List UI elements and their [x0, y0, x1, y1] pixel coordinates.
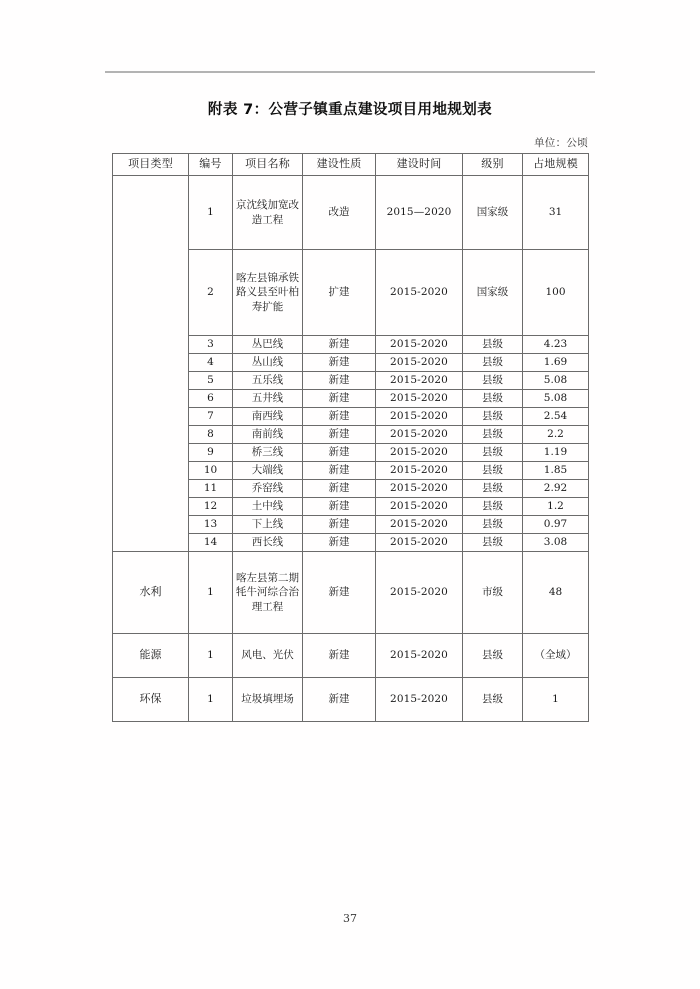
row-number: 1	[189, 678, 233, 722]
land-area: 4.23	[523, 336, 589, 354]
column-header-number: 编号	[189, 154, 233, 176]
land-area: 1.69	[523, 354, 589, 372]
row-number: 11	[189, 480, 233, 498]
project-name: 土中线	[233, 498, 303, 516]
group-type-cell: 环保	[113, 678, 189, 722]
project-level: 县级	[463, 498, 523, 516]
build-nature: 新建	[303, 678, 376, 722]
build-time: 2015-2020	[376, 444, 463, 462]
page-number: 37	[343, 912, 357, 925]
project-name: 下上线	[233, 516, 303, 534]
land-area: 2.54	[523, 408, 589, 426]
row-number: 3	[189, 336, 233, 354]
land-area: 1.19	[523, 444, 589, 462]
build-time: 2015—2020	[376, 176, 463, 250]
project-level: 县级	[463, 372, 523, 390]
project-level: 国家级	[463, 176, 523, 250]
land-area: 1.2	[523, 498, 589, 516]
project-level: 县级	[463, 462, 523, 480]
project-level: 县级	[463, 426, 523, 444]
build-nature: 改造	[303, 176, 376, 250]
build-nature: 新建	[303, 444, 376, 462]
project-level: 县级	[463, 354, 523, 372]
build-nature: 扩建	[303, 250, 376, 336]
construction-plan-table	[112, 153, 589, 722]
build-nature: 新建	[303, 534, 376, 552]
project-name: 五井线	[233, 390, 303, 408]
land-area: 1.85	[523, 462, 589, 480]
row-number: 5	[189, 372, 233, 390]
build-time: 2015-2020	[376, 552, 463, 634]
project-level: 县级	[463, 634, 523, 678]
land-area: 5.08	[523, 390, 589, 408]
build-nature: 新建	[303, 372, 376, 390]
build-time: 2015-2020	[376, 498, 463, 516]
column-header-build-time: 建设时间	[376, 154, 463, 176]
project-name: 南前线	[233, 426, 303, 444]
land-area: 48	[523, 552, 589, 634]
project-name: 京沈线加宽改造工程	[233, 176, 303, 250]
project-level: 市级	[463, 552, 523, 634]
build-time: 2015-2020	[376, 480, 463, 498]
project-name: 西长线	[233, 534, 303, 552]
project-level: 县级	[463, 516, 523, 534]
build-time: 2015-2020	[376, 390, 463, 408]
group-type-cell: 能源	[113, 634, 189, 678]
build-time: 2015-2020	[376, 426, 463, 444]
project-name: 垃圾填埋场	[233, 678, 303, 722]
row-number: 10	[189, 462, 233, 480]
project-name: 丛巴线	[233, 336, 303, 354]
project-name: 喀左县锦承铁路义县至叶柏寿扩能	[233, 250, 303, 336]
project-name: 喀左县第二期牦牛河综合治理工程	[233, 552, 303, 634]
table-header-row	[113, 154, 589, 176]
build-time: 2015-2020	[376, 534, 463, 552]
build-time: 2015-2020	[376, 408, 463, 426]
project-level: 县级	[463, 336, 523, 354]
page-title: 附表 7：公营子镇重点建设项目用地规划表	[207, 102, 493, 118]
project-level: 县级	[463, 534, 523, 552]
row-number: 13	[189, 516, 233, 534]
land-area: 2.2	[523, 426, 589, 444]
build-nature: 新建	[303, 390, 376, 408]
column-header-project-type: 项目类型	[113, 154, 189, 176]
build-nature: 新建	[303, 462, 376, 480]
build-time: 2015-2020	[376, 516, 463, 534]
row-number: 6	[189, 390, 233, 408]
build-nature: 新建	[303, 426, 376, 444]
build-time: 2015-2020	[376, 372, 463, 390]
land-area: 1	[523, 678, 589, 722]
row-number: 1	[189, 552, 233, 634]
land-area: 31	[523, 176, 589, 250]
project-name: 五乐线	[233, 372, 303, 390]
row-number: 7	[189, 408, 233, 426]
build-time: 2015-2020	[376, 250, 463, 336]
row-number: 12	[189, 498, 233, 516]
group-type-cell	[113, 176, 189, 552]
land-area: 100	[523, 250, 589, 336]
land-area: 2.92	[523, 480, 589, 498]
project-name: 丛山线	[233, 354, 303, 372]
header-rule	[105, 71, 595, 73]
build-nature: 新建	[303, 634, 376, 678]
column-header-level: 级别	[463, 154, 523, 176]
build-nature: 新建	[303, 552, 376, 634]
build-nature: 新建	[303, 408, 376, 426]
build-nature: 新建	[303, 516, 376, 534]
build-time: 2015-2020	[376, 336, 463, 354]
build-time: 2015-2020	[376, 634, 463, 678]
build-nature: 新建	[303, 480, 376, 498]
row-number: 2	[189, 250, 233, 336]
project-level: 县级	[463, 678, 523, 722]
project-name: 桥三线	[233, 444, 303, 462]
project-level: 县级	[463, 444, 523, 462]
row-number: 14	[189, 534, 233, 552]
land-area: （全域）	[523, 634, 589, 678]
column-header-project-name: 项目名称	[233, 154, 303, 176]
unit-label: 单位：公顷	[534, 137, 588, 149]
build-time: 2015-2020	[376, 462, 463, 480]
project-level: 县级	[463, 480, 523, 498]
row-number: 1	[189, 176, 233, 250]
build-nature: 新建	[303, 354, 376, 372]
build-time: 2015-2020	[376, 354, 463, 372]
table-row	[113, 176, 589, 250]
group-type-cell: 水利	[113, 552, 189, 634]
table-row	[113, 552, 589, 634]
project-level: 县级	[463, 408, 523, 426]
row-number: 8	[189, 426, 233, 444]
project-name: 乔窑线	[233, 480, 303, 498]
table-row	[113, 678, 589, 722]
project-name: 大端线	[233, 462, 303, 480]
land-area: 5.08	[523, 372, 589, 390]
build-nature: 新建	[303, 336, 376, 354]
project-level: 国家级	[463, 250, 523, 336]
project-name: 风电、光伏	[233, 634, 303, 678]
row-number: 4	[189, 354, 233, 372]
column-header-land-area: 占地规模	[523, 154, 589, 176]
build-nature: 新建	[303, 498, 376, 516]
project-level: 县级	[463, 390, 523, 408]
land-area: 0.97	[523, 516, 589, 534]
land-area: 3.08	[523, 534, 589, 552]
table-row	[113, 634, 589, 678]
column-header-build-nature: 建设性质	[303, 154, 376, 176]
row-number: 9	[189, 444, 233, 462]
build-time: 2015-2020	[376, 678, 463, 722]
row-number: 1	[189, 634, 233, 678]
project-name: 南西线	[233, 408, 303, 426]
